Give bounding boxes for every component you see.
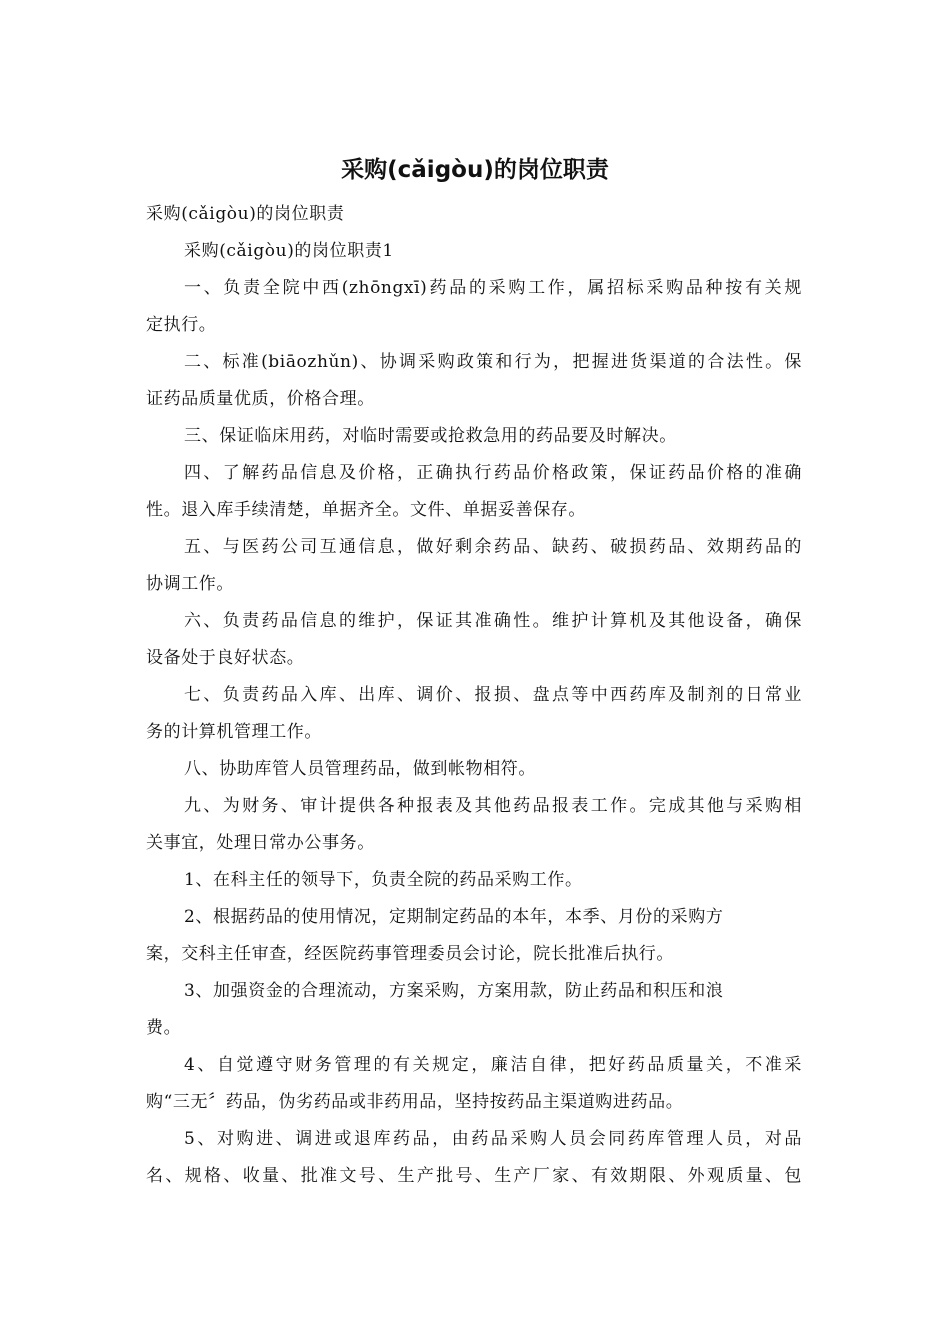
paragraph-line: 名、规格、收量、批准文号、生产批号、生产厂家、有效期限、外观质量、包 <box>146 1166 802 1186</box>
paragraph-line: 务的计算机管理工作。 <box>146 722 322 742</box>
paragraph-line: 四、了解药品信息及价格，正确执行药品价格政策，保证药品价格的准确 <box>184 463 802 483</box>
paragraph-line: 案，交科主任审查，经医院药事管理委员会讨论，院长批准后执行。 <box>146 944 674 964</box>
paragraph-line: 4、自觉遵守财务管理的有关规定，廉洁自律，把好药品质量关，不准采 <box>184 1055 802 1075</box>
paragraph-line: 性。退入库手续清楚，单据齐全。文件、单据妥善保存。 <box>146 500 586 520</box>
paragraph-line: 五、与医药公司互通信息，做好剩余药品、缺药、破损药品、效期药品的 <box>184 537 802 557</box>
paragraph-line: 协调工作。 <box>146 574 234 594</box>
paragraph-line: 5、对购进、调进或退库药品，由药品采购人员会同药库管理人员，对品 <box>184 1129 802 1149</box>
paragraph-line: 八、协助库管人员管理药品，做到帐物相符。 <box>184 759 536 779</box>
section-heading: 采购(cǎigòu)的岗位职责1 <box>184 241 394 261</box>
paragraph-line: 3、加强资金的合理流动，方案采购，方案用款，防止药品和积压和浪 <box>184 981 724 1001</box>
paragraph-line: 二、标准(biāozhǔn)、协调采购政策和行为，把握进货渠道的合法性。保 <box>184 352 802 372</box>
paragraph-line: 关事宜，处理日常办公事务。 <box>146 833 375 853</box>
paragraph-line: 费。 <box>146 1018 182 1038</box>
paragraph-line: 七、负责药品入库、出库、调价、报损、盘点等中西药库及制剂的日常业 <box>184 685 802 705</box>
paragraph-line: 购“三无〞药品，伪劣药品或非药用品，坚持按药品主渠道购进药品。 <box>146 1092 684 1112</box>
paragraph-line: 证药品质量优质，价格合理。 <box>146 389 375 409</box>
paragraph-line: 定执行。 <box>146 315 217 335</box>
document-body <box>146 196 802 1195</box>
subtitle-line: 采购(cǎigòu)的岗位职责 <box>146 204 345 224</box>
paragraph-line: 六、负责药品信息的维护，保证其准确性。维护计算机及其他设备，确保 <box>184 611 802 631</box>
paragraph-line: 设备处于良好状态。 <box>146 648 305 668</box>
paragraph-line: 九、为财务、审计提供各种报表及其他药品报表工作。完成其他与采购相 <box>184 796 802 816</box>
paragraph-line: 2、根据药品的使用情况，定期制定药品的本年，本季、月份的采购方 <box>184 907 724 927</box>
paragraph-line: 1、在科主任的领导下，负责全院的药品采购工作。 <box>184 870 583 890</box>
paragraph-line: 三、保证临床用药，对临时需要或抢救急用的药品要及时解决。 <box>184 426 677 446</box>
document-title: 采购(cǎigòu)的岗位职责 <box>341 157 609 183</box>
paragraph-line: 一、负责全院中西(zhōngxī)药品的采购工作，属招标采购品种按有关规 <box>184 278 802 298</box>
